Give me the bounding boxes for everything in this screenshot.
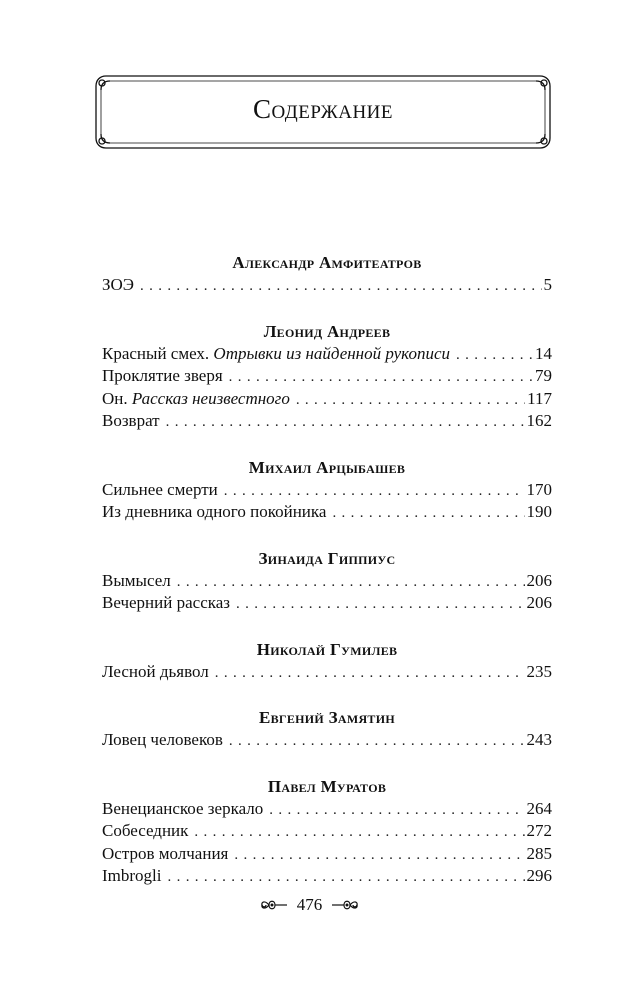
entry-page-number: 14: [535, 343, 552, 363]
entry-title: [102, 798, 263, 821]
entry-page-number: 170: [526, 479, 552, 499]
author-heading: Леонид Андреев: [263, 321, 391, 341]
entry-title: [102, 843, 228, 866]
entry-subtitle: Рассказ неизвестного: [131, 388, 290, 408]
entry-title-text: Imbrogli: [102, 866, 162, 885]
section-spacer: [102, 433, 552, 457]
entry-page-number: 162: [526, 411, 552, 430]
entry-title: [102, 729, 223, 752]
dot-leader: [456, 344, 533, 367]
author-heading: Александр Амфитеатров: [232, 253, 422, 272]
entry-title: [102, 501, 326, 524]
dot-leader: [194, 821, 524, 844]
dot-leader: [224, 480, 525, 503]
entry-page-number: 296: [526, 866, 552, 885]
entry-title-text: Он.: [102, 388, 132, 408]
dot-leader: [332, 502, 524, 525]
toc-entry[interactable]: [102, 388, 552, 411]
author-heading: Михаил Арцыбашев: [248, 457, 406, 477]
entry-page-number: 206: [526, 570, 552, 590]
dot-leader: [296, 389, 525, 412]
entry-title-text: Сильнее смерти: [102, 479, 218, 499]
entry-page-number: 272: [526, 821, 552, 840]
entry-title: [102, 274, 134, 297]
entry-title-text: Красный смех.: [102, 343, 214, 363]
entry-title: [102, 365, 223, 388]
dot-leader: [215, 662, 525, 685]
entry-title-text: Возврат: [102, 411, 160, 430]
page-number: 476: [296, 895, 323, 914]
dot-leader: [229, 730, 525, 753]
entry-page-number: 5: [543, 275, 552, 294]
entry-title: [102, 820, 188, 843]
toc-entry[interactable]: [102, 410, 552, 433]
entry-title-text: Лесной дьявол: [102, 661, 209, 681]
toc-entry[interactable]: [102, 501, 552, 524]
entry-title-text: ЗОЭ: [102, 275, 135, 294]
entry-page-number: 243: [526, 730, 552, 749]
section-spacer: [102, 752, 552, 776]
entry-title-text: Из дневника одного покойника: [102, 502, 327, 521]
entry-page-number: 190: [526, 502, 552, 521]
entry-title-text: Собеседник: [102, 821, 189, 840]
toc-entry[interactable]: [102, 865, 552, 888]
entry-title-text: Венецианское зеркало: [102, 798, 264, 818]
author-heading: Зинаида Гиппиус: [258, 548, 396, 568]
entry-title: [102, 343, 450, 366]
author-heading: Евгений Замятин: [258, 708, 396, 727]
entry-page-number: 79: [535, 366, 552, 385]
dot-leader: [234, 844, 524, 867]
entry-title-text: Ловец человеков: [102, 730, 223, 749]
right-flourish-icon: [330, 898, 360, 912]
entry-page-number: 117: [527, 388, 552, 408]
toc-entry[interactable]: [102, 661, 552, 684]
entry-page-number: 235: [526, 661, 552, 681]
toc-entry[interactable]: [102, 343, 552, 366]
entry-title: [102, 410, 160, 433]
section-spacer: [102, 683, 552, 707]
author-heading: Павел Муратов: [267, 776, 387, 796]
toc-entry[interactable]: [102, 570, 552, 593]
dot-leader: [229, 366, 533, 389]
toc-entry[interactable]: [102, 274, 552, 297]
dot-leader: [236, 593, 525, 616]
page-footer: [0, 895, 619, 915]
heading-frame: [92, 72, 554, 152]
toc-entry[interactable]: [102, 798, 552, 821]
entry-title: [102, 865, 162, 888]
toc-entry[interactable]: [102, 592, 552, 615]
toc-entry[interactable]: [102, 820, 552, 843]
toc-entry[interactable]: [102, 365, 552, 388]
entry-page-number: 206: [526, 593, 552, 612]
dot-leader: [168, 866, 525, 889]
entry-title: [102, 592, 230, 615]
toc-entry[interactable]: [102, 843, 552, 866]
entry-page-number: 285: [526, 843, 552, 863]
toc-entry[interactable]: [102, 729, 552, 752]
entry-title-text: Вымысел: [102, 570, 171, 590]
table-of-contents: [102, 252, 552, 888]
entry-title: [102, 479, 218, 502]
entry-title: [102, 661, 209, 684]
entry-title-text: Вечерний рассказ: [102, 593, 230, 612]
section-spacer: [102, 297, 552, 321]
entry-title: [102, 570, 171, 593]
dot-leader: [177, 571, 525, 594]
entry-page-number: 264: [526, 798, 552, 818]
section-spacer: [102, 615, 552, 639]
left-flourish-icon: [259, 898, 289, 912]
author-heading: Николай Гумилев: [256, 639, 398, 659]
dot-leader: [166, 411, 525, 434]
entry-title-text: Проклятие зверя: [102, 366, 223, 385]
page-title: Содержание: [252, 94, 394, 124]
dot-leader: [140, 275, 541, 298]
section-spacer: [102, 524, 552, 548]
toc-entry[interactable]: [102, 479, 552, 502]
entry-subtitle: Отрывки из найденной рукописи: [213, 343, 451, 363]
entry-title-text: Остров молчания: [102, 843, 229, 863]
dot-leader: [269, 799, 524, 822]
entry-title: [102, 388, 290, 411]
